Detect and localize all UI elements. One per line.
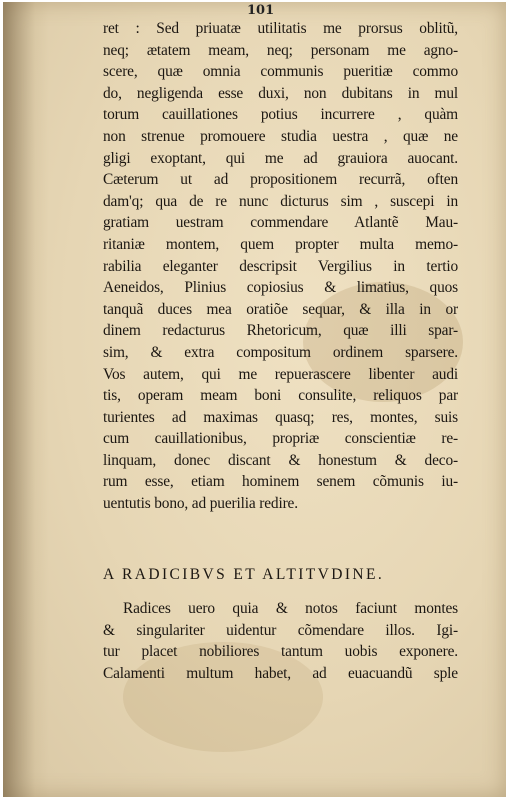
text-line: rabilia eleganter descripsit Vergilius in tertio: [103, 257, 458, 275]
text-line: gligi exoptant, qui me ad grauiora auocant.: [103, 149, 458, 167]
text-line: gratiam uestram commendare Atlantẽ Mau-: [103, 214, 458, 232]
text-line: sim, & extra compositum ordinem sparsere.: [103, 343, 458, 361]
text-line: dam'q; qua de re nunc dicturus sim , suscepi in: [103, 192, 458, 210]
text-line: do, negligenda esse duxi, non dubitans in mul: [103, 84, 458, 102]
text-line: scere, quæ omnia communis pueritiæ commo: [103, 63, 458, 81]
text-line: Calamenti multum habet, ad euacuandũ sple: [103, 664, 458, 682]
section-text: [103, 598, 458, 684]
text-line: neq; ætatem meam, neq; personam me agno-: [103, 41, 458, 59]
text-line: uentutis bono, ad puerilia redire.: [103, 495, 298, 513]
text-line: non strenue promouere studia uestra , quæ ne: [103, 127, 458, 145]
text-line: cum cauillationibus, propriæ conscientiæ re-: [103, 430, 458, 448]
binding-gutter-shadow: [3, 2, 49, 797]
text-line: Aeneidos, Plinius copiosius & limatius, quos: [103, 279, 458, 297]
text-line: turientes ad maximas quasq; res, montes, suis: [103, 408, 458, 426]
text-line: tis, operam meam boni consulite, reliquos par: [103, 387, 458, 405]
section-heading: A RADICIBVS ET ALTITVDINE.: [103, 566, 385, 583]
text-line: tur placet nobiliores tantum uobis exponere.: [103, 643, 458, 661]
text-line: ritaniæ montem, quem propter multa memo-: [103, 235, 458, 253]
text-line: ret : Sed priuatæ utilitatis me prorsus oblitũ,: [103, 20, 458, 37]
text-line: tanquã duces mea oratiõe sequar, & illa in or: [103, 300, 458, 318]
text-line: Cæterum ut ad propositionem recurrã, often: [103, 171, 458, 189]
text-line: dinem redacturus Rhetoricum, quæ illi spar-: [103, 322, 458, 340]
page-number: 101: [247, 3, 275, 18]
text-line: torum cauillationes potius incurrere , quàm: [103, 106, 458, 124]
text-line: linquam, donec discant & honestum & deco-: [103, 451, 458, 469]
text-line: rum esse, etiam hominem senem cõmunis iu-: [103, 473, 458, 491]
text-line: & singulariter uidentur cõmendare illos. Igi-: [103, 621, 458, 639]
text-line: Vos autem, qui me repuerascere libenter audi: [103, 365, 458, 383]
body-text: [103, 18, 458, 515]
text-line: Radices uero quia & notos faciunt montes: [123, 600, 458, 617]
